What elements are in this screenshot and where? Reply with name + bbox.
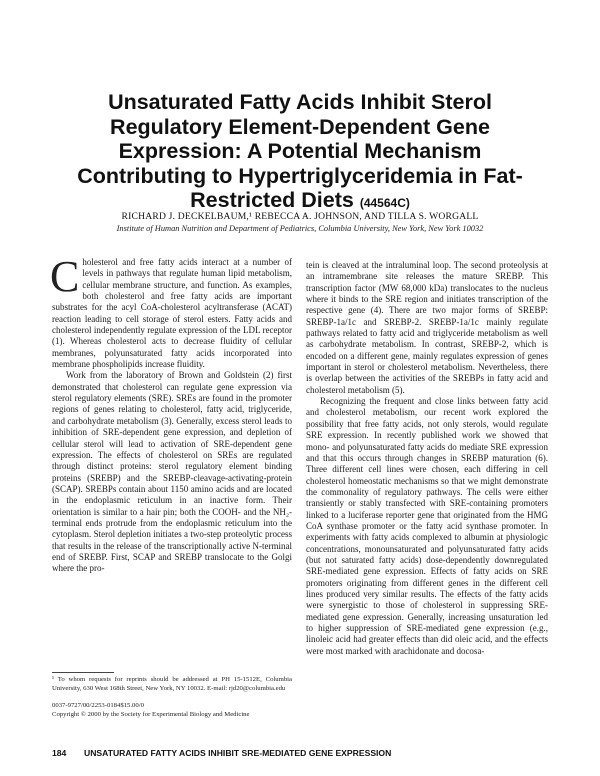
author-list: RICHARD J. DECKELBAUM,¹ REBECCA A. JOHNSON, AND TILLA S. WORGALL (121, 211, 479, 222)
drop-cap: C (50, 252, 80, 301)
issn-line: 0037-9727/00/2253-0184$15.00/0 (52, 702, 144, 709)
affiliation: Institute of Human Nutrition and Department of Pediatrics, Columbia University, New York, New York 10032 (116, 224, 484, 233)
right-column (306, 260, 548, 657)
body-paragraph: Work from the laboratory of Brown and Goldstein (2) first demonstrated that cholesterol can regulate gene expression via sterol regulatory elements (SRE). SREs are found in the promoter regions of genes relating to cholesterol, fatty acid, triglyceride, and carbohydrate metabolism (3). Generally, excess sterol leads to inhibition of SRE-dependent gene expression, and depletion of cellular sterol will lead to activation of SRE-dependent gene expression. The effects of cholesterol on SREs are regulated through distinct proteins: sterol regulatory element binding proteins (SREBP) and the SREBP-cleavage-activating-protein (SCAP). SREBPs contain about 1150 amino acids and are located in the endoplasmic reticulum in an inactive form. Their orientation is similar to a hair pin; both the COOH- and the NH₂-terminal ends protrude from the endoplasmic reticulum into the cytoplasm. Sterol depletion initiates a two-step proteolytic process that results in the release of the transcriptionally active N-terminal end of SREBP. First, SCAP and SREBP translocate to the Golgi where the pro- (52, 370, 292, 574)
body-paragraph: Cholesterol and free fatty acids interact at a number of levels in pathways that regulate human lipid metabolism, cellular membrane structure, and function. As examples, both cholesterol and free fatty acids are important substrates for the acyl CoA-cholesterol acyltransferase (ACAT) reaction leading to cell storage of sterol esters. Fatty acids and cholesterol independently regulate expression of the LDL receptor (1). Whereas cholesterol acts to decrease fluidity of cellular membranes, polyunsaturated fatty acids incorporated into membrane phospholipids increase fluidity. (50, 252, 292, 370)
article-code: (44564C) (359, 196, 410, 210)
page-number: 184 (52, 748, 67, 758)
article-title-text: Unsaturated Fatty Acids Inhibit Sterol Regulatory Element-Dependent Gene Expression: A Potential Mechanism Contributing to Hypertriglyceridemia in Fat-Restricted Diets (77, 90, 523, 212)
running-title: UNSATURATED FATTY ACIDS INHIBIT SRE-MEDIATED GENE EXPRESSION (84, 748, 392, 758)
correspondence-footnote: ¹ To whom requests for reprints should be addressed at PH 15-1512E, Columbia University, 630 West 168th Street, New York, NY 10032. E-mail: rjd20@columbia.edu (52, 676, 292, 692)
publication-info (52, 702, 292, 719)
page-footer (52, 748, 552, 758)
article-title (52, 90, 548, 216)
left-column (50, 252, 292, 575)
footnote-divider (52, 672, 114, 673)
body-paragraph: tein is cleaved at the intraluminal loop. The second proteolysis at an intramembrane site releases the mature SREBP. This transcription factor (MW 68,000 kDa) translocates to the nucleus where it binds to the SRE region and initiates transcription of the respective gene (4). There are two major forms of SREBP: SREBP-1a/1c and SREBP-2. SREBP-1a/1c mainly regulate pathways related to fatty acid and triglyceride metabolism as well as carbohydrate metabolism. In contrast, SREBP-2, which is encoded on a different gene, mainly regulates expression of genes important in sterol or cholesterol metabolism. Nevertheless, there is overlap between the activities of the SREBPs in fatty acid and cholesterol metabolism (5). (306, 260, 548, 395)
body-paragraph: Recognizing the frequent and close links between fatty acid and cholesterol metabolism, our recent work explored the possibility that free fatty acids, not only sterols, would regulate SRE expression. In recently published work we showed that mono- and polyunsaturated fatty acids do mediate SRE expression and that this occurs through changes in SREBP maturation (6). Three different cell lines were chosen, each differing in cell cholesterol homeostatic mechanisms so that we might demonstrate the commonality of regulatory pathways. The cells were either transiently or stably transfected with SRE-containing promoters linked to a luciferase reporter gene that originated from the HMG CoA synthase promoter or the fatty acid synthase promoter. In experiments with fatty acids complexed to albumin at physiologic concentrations, monounsaturated and polyunsaturated fatty acids (but not saturated fatty acids) dose-dependently downregulated SRE-mediated gene expression. Effects of fatty acids on SRE promoters originating from different genes in the different cell lines produced very similar results. The effects of the fatty acids were synergistic to those of cholesterol in suppressing SRE-mediated gene expression. Generally, increasing unsaturation led to higher suppression of SRE-mediated gene expression (e.g., linoleic acid had greater effects than did oleic acid, and the effects were most marked with arachidonate and docosa- (306, 396, 548, 656)
copyright-line: Copyright © 2000 by the Society for Experimental Biology and Medicine (52, 710, 250, 718)
